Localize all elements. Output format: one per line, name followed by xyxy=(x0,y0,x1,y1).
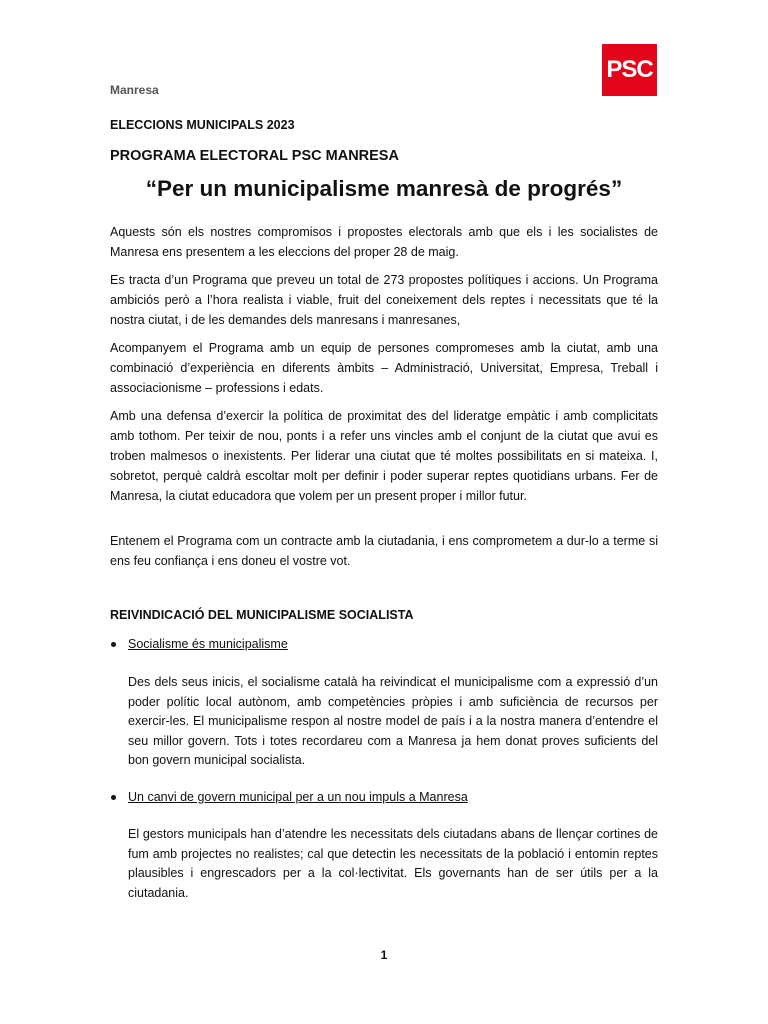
bullet-item-1 xyxy=(110,637,288,651)
bullet-dot-icon xyxy=(111,642,116,647)
bullet-dot-icon xyxy=(111,795,116,800)
intro-paragraph-1: Aquests són els nostres compromisos i propostes electorals amb que els i les socialistes de Manresa ens presentem a les eleccions del proper 28 de maig. xyxy=(110,225,658,259)
section-heading: REIVINDICACIÓ DEL MUNICIPALISME SOCIALISTA xyxy=(110,608,414,622)
bullet-label: Socialisme és municipalisme xyxy=(128,637,288,651)
page-number: 1 xyxy=(380,948,388,962)
psc-logo xyxy=(602,44,657,96)
bullet-text-1: Des dels seus inicis, el socialisme català ha reivindicat el municipalisme com a expressió d’un poder polític local autònom, amb competències pròpies i amb suficiència de recursos per exercir-les. El municipalisme respon al nostre model de país i a la nostra manera d’entendre el seu millor govern. Tots i totes recordareu com a Manresa ja hem donat proves suficients del bon govern municipal socialista. xyxy=(128,675,658,767)
bullet-item-2 xyxy=(110,790,468,804)
intro-paragraph-5: Entenem el Programa com un contracte amb la ciutadania, i ens comprometem a dur-lo a terme si ens feu confiança i ens doneu el vostre vot. xyxy=(110,534,658,568)
intro-paragraph-4: Amb una defensa d’exercir la política de proximitat des del lideratge empàtic i amb complicitats amb tothom. Per teixir de nou, ponts i a refer uns vincles amb el conjunt de la ciutat que avui es troben malmesos o inexistents. Per liderar una ciutat que té moltes possibilitats en si mateixa. I, sobretot, perquè caldrà escoltar molt per definir i poder superar reptes quotidians urbans. Fer de Manresa, la ciutat educadora que volem per un present proper i millor futur. xyxy=(110,409,658,503)
logo-text: PSC xyxy=(606,56,653,83)
bullet-label: Un canvi de govern municipal per a un nou impuls a Manresa xyxy=(128,790,468,804)
document-kicker: ELECCIONS MUNICIPALS 2023 xyxy=(110,118,295,132)
bullet-text-2: El gestors municipals han d’atendre les necessitats dels ciutadans abans de llençar cortines de fum amb projectes no realistes; cal que detectin les necessitats de la població i entomin reptes plausibles i engrescadors per a la col·lectivitat. Els governants han de ser útils per a la ciutadania. xyxy=(128,827,658,900)
header-city-name: Manresa xyxy=(110,83,159,97)
intro-paragraph-3: Acompanyem el Programa amb un equip de persones compromeses amb la ciutat, amb una combinació d’experiència en diferents àmbits – Administració, Universitat, Empresa, Treball i associacionisme – professions i edats. xyxy=(110,341,658,395)
document-subtitle: PROGRAMA ELECTORAL PSC MANRESA xyxy=(110,148,399,164)
intro-paragraph-2: Es tracta d’un Programa que preveu un total de 273 propostes polítiques i accions. Un Programa ambiciós però a l’hora realista i viable, fruit del coneixement dels reptes i necessitats que té la nostra ciutat, i de les demandes dels manresans i manresanes, xyxy=(110,273,658,327)
document-title: “Per un municipalisme manresà de progrés” xyxy=(145,176,623,201)
